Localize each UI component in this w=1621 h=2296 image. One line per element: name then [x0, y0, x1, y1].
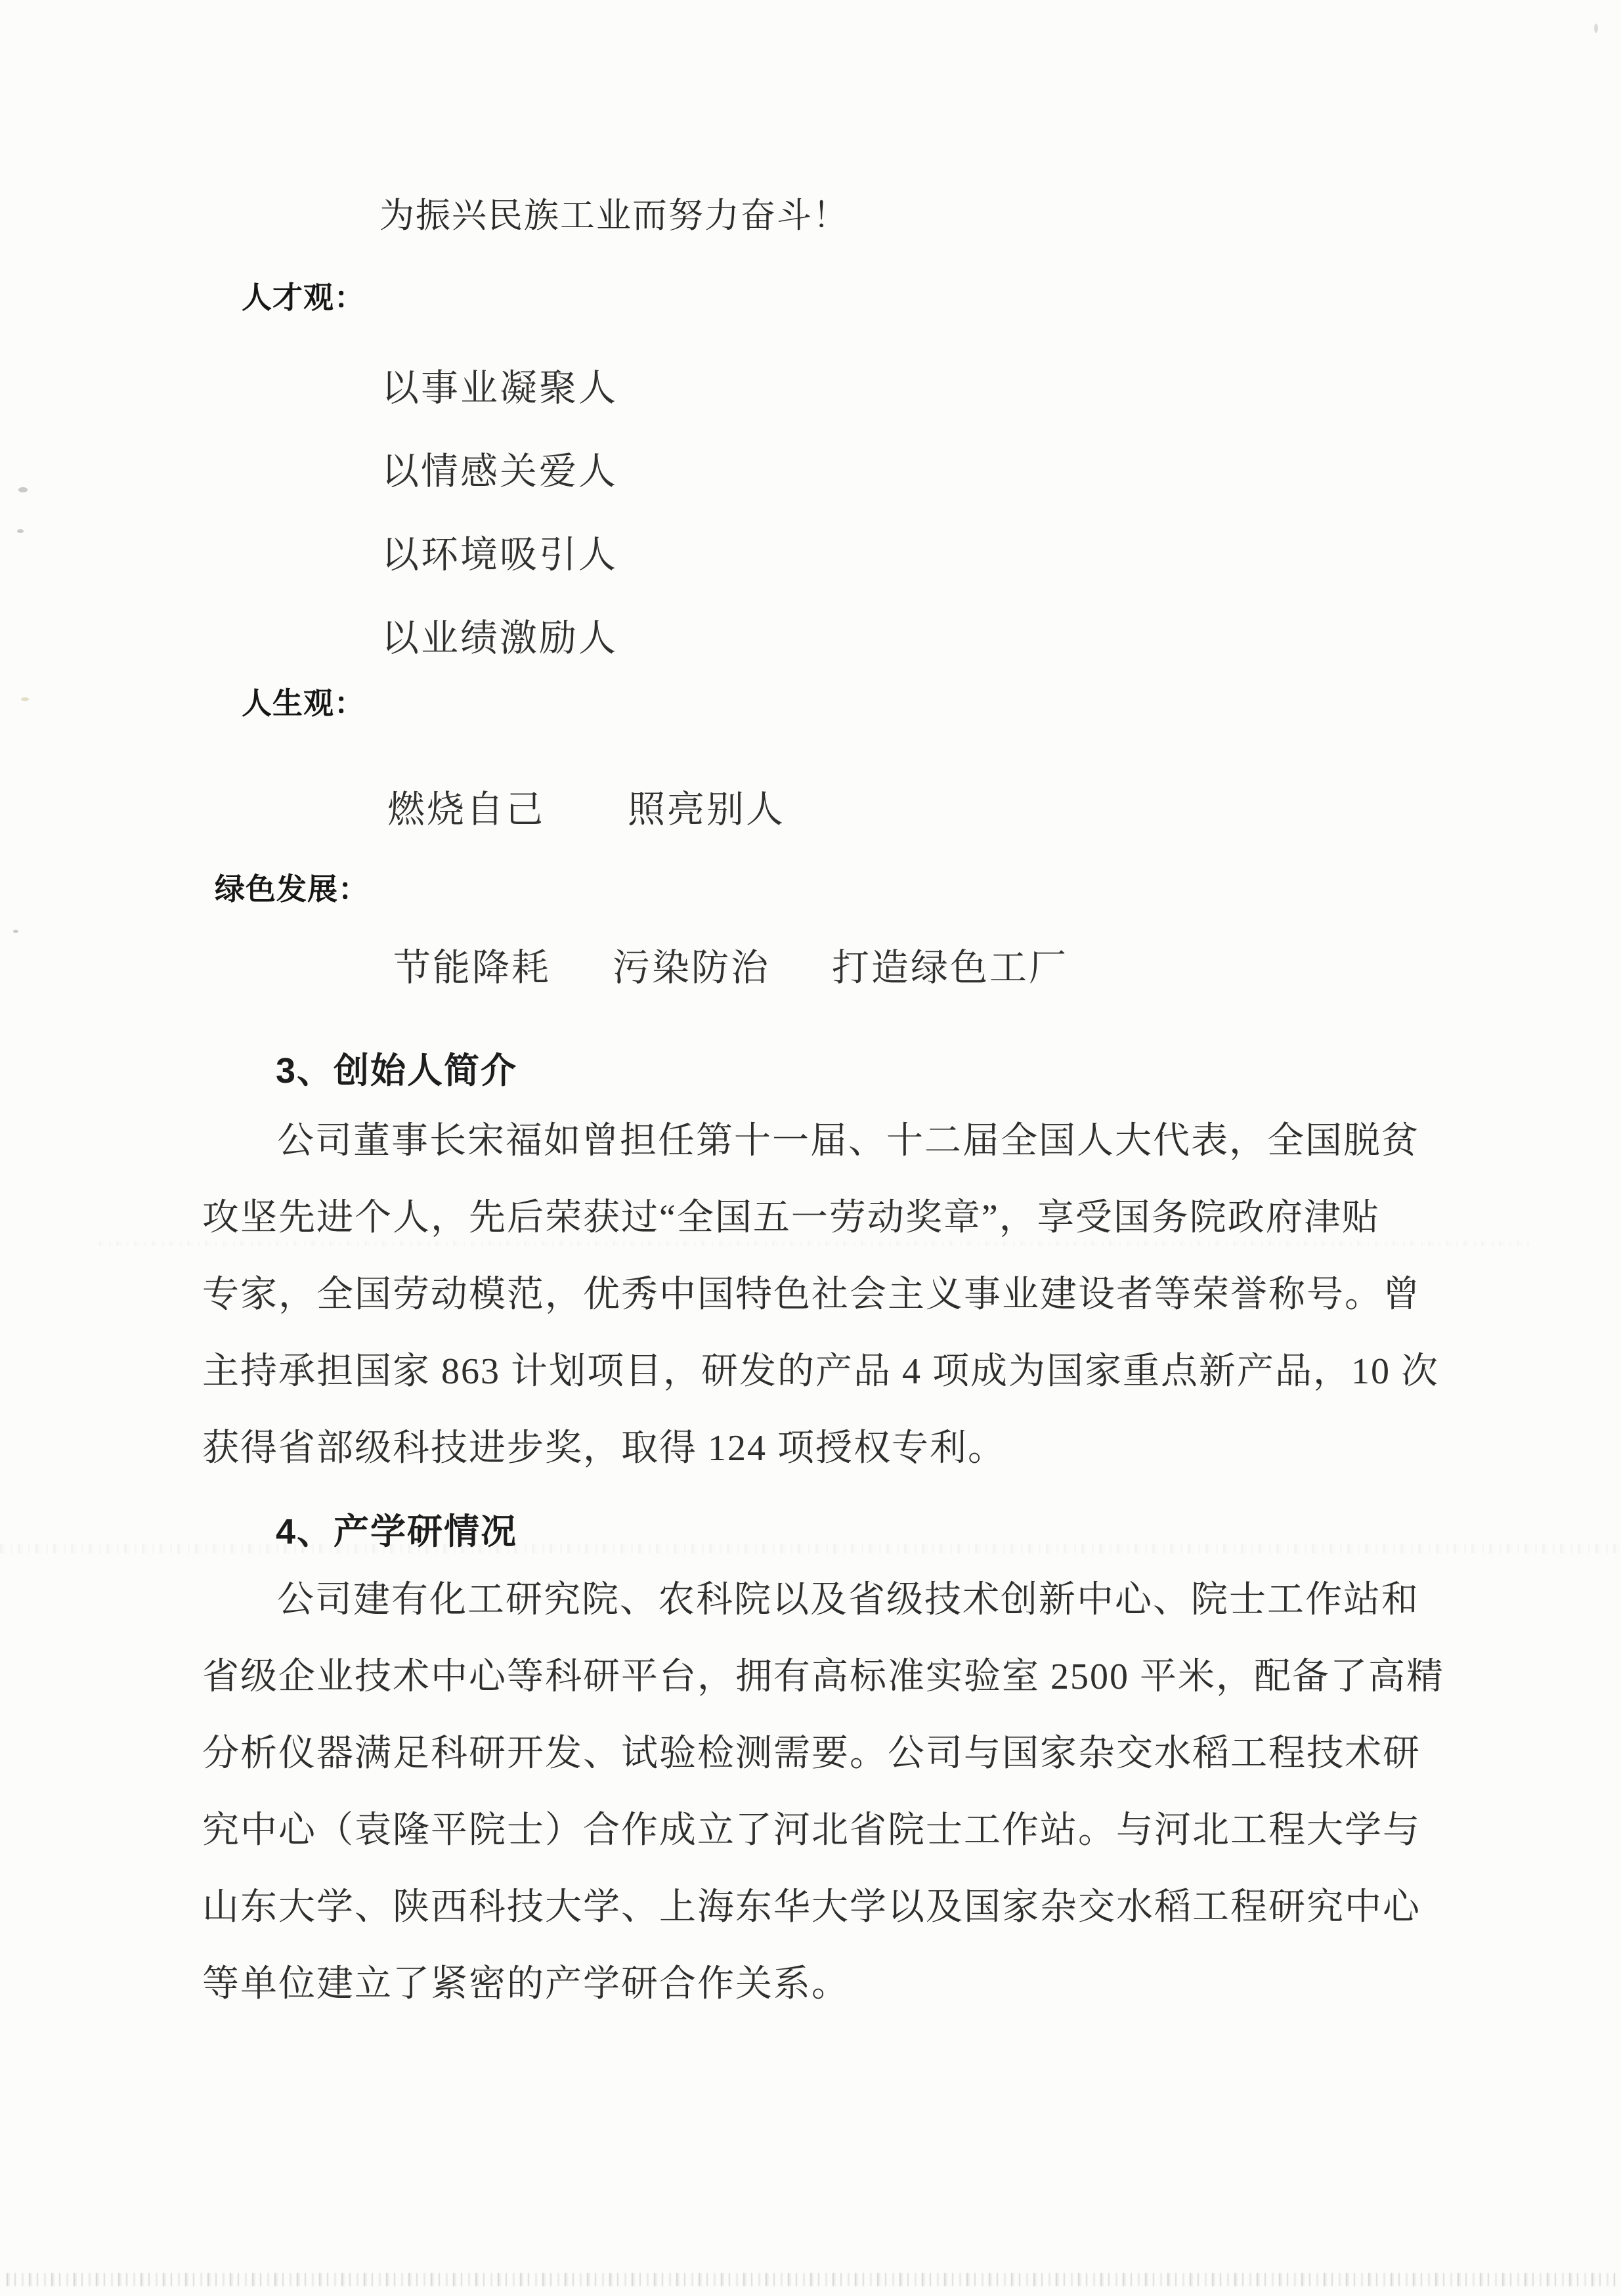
founder-paragraph-line: 专家，全国劳动模范，优秀中国特色社会主义事业建设者等荣誉称号。曾 [202, 1274, 1421, 1315]
research-paragraph-line: 究中心（袁隆平院士）合作成立了河北省院士工作站。与河北工程大学与 [202, 1810, 1421, 1851]
founder-paragraph-line: 获得省部级科技进步奖，取得 124 项授权专利。 [202, 1428, 1006, 1469]
green-development-item: 污染防治 [613, 947, 770, 989]
green-development-item: 节能降耗 [393, 947, 551, 989]
scan-speck [18, 487, 28, 492]
life-motto-part: 照亮别人 [628, 789, 785, 831]
scan-streak [98, 1241, 1530, 1246]
life-view-motto [387, 779, 785, 833]
founder-paragraph-line: 公司董事长宋福如曾担任第十一届、十二届全国人大代表，全国脱贫 [277, 1121, 1419, 1161]
scan-speck [1594, 24, 1598, 33]
talent-view-label: 人才观： [242, 280, 365, 314]
life-motto-part: 燃烧自己 [387, 789, 545, 831]
scan-speck [21, 697, 29, 701]
founder-paragraph-line: 攻坚先进个人，先后荣获过“全国五一劳动奖章”，享受国务院政府津贴 [202, 1198, 1380, 1238]
talent-view-item: 以事业凝聚人 [381, 368, 618, 409]
founder-paragraph-line: 主持承担国家 863 计划项目，研发的产品 4 项成为国家重点新产品，10 次 [202, 1351, 1439, 1392]
founder-section-heading: 3、创始人简介 [276, 1051, 518, 1091]
life-view-label: 人生观： [242, 686, 365, 720]
scan-noise-strip [7, 2273, 1615, 2286]
research-section-heading: 4、产学研情况 [276, 1512, 518, 1551]
research-paragraph-line: 等单位建立了紧密的产学研合作关系。 [202, 1964, 850, 2004]
green-development-line [393, 938, 1068, 991]
talent-view-item: 以业绩激励人 [381, 618, 618, 659]
scan-speck [17, 529, 24, 533]
talent-view-item: 以环境吸引人 [381, 534, 618, 576]
talent-view-item: 以情感关爱人 [381, 451, 618, 492]
green-development-item: 打造绿色工厂 [832, 947, 1068, 989]
research-paragraph-line: 省级企业技术中心等科研平台，拥有高标准实验室 2500 平米，配备了高精 [202, 1657, 1444, 1697]
research-paragraph-line: 公司建有化工研究院、农科院以及省级技术创新中心、院士工作站和 [277, 1580, 1419, 1620]
company-slogan: 为振兴民族工业而努力奋斗！ [379, 197, 849, 235]
research-paragraph-line: 分析仪器满足科研开发、试验检测需要。公司与国家杂交水稻工程技术研 [202, 1733, 1421, 1774]
scan-speck [13, 930, 18, 933]
research-paragraph-line: 山东大学、陕西科技大学、上海东华大学以及国家杂交水稻工程研究中心 [202, 1887, 1421, 1928]
green-development-label: 绿色发展： [215, 872, 369, 906]
scan-streak [0, 1544, 1621, 1553]
